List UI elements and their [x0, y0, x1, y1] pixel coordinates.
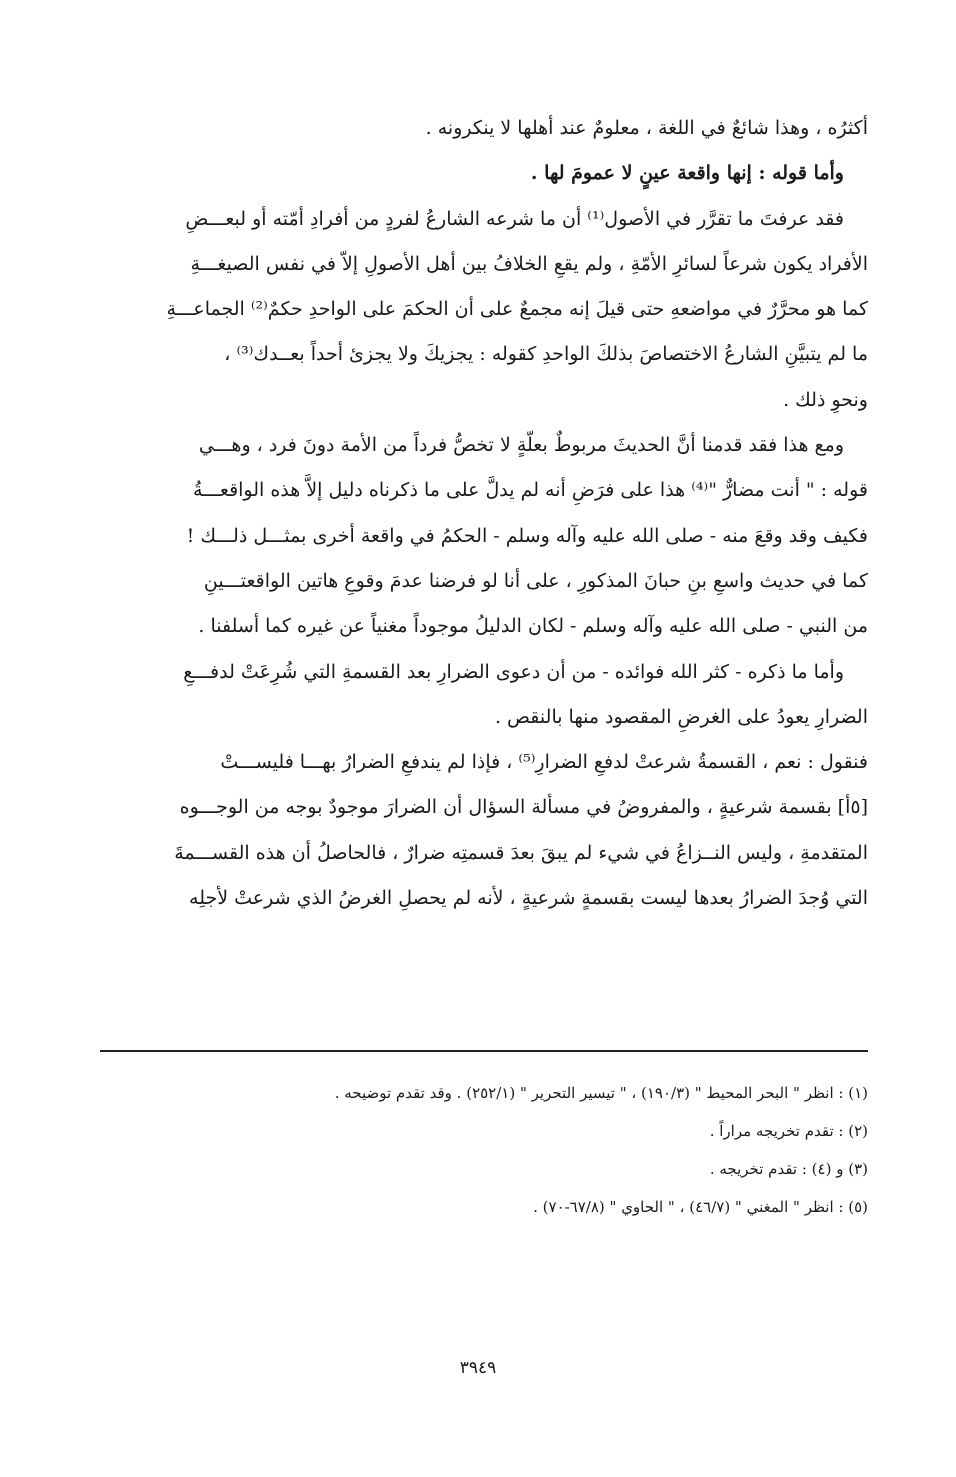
text-line: وأما قوله : إنها واقعة عينٍ لا عمومَ لها . [530, 162, 844, 185]
footnote: (٥) : انظر " المغني " (٤٦/٧) ، " الحاوي " (٦٧/٨-٧٠) . [533, 1198, 868, 1216]
text-line: [٥أ] بقسمة شرعيةٍ ، والمفروضُ في مسألة السؤال أن الضرارَ موجودٌ بوجه من الوجـــوه [179, 796, 868, 819]
text-line: فنقول : نعم ، القسمةُ شرعتْ لدفعِ الضرارِ⁽⁵⁾ ، فإذا لم يندفعِ الضرارُ بهـــا فليســـتْ [220, 751, 868, 774]
footnote-separator [100, 1050, 868, 1052]
main-text [100, 106, 868, 921]
text-line: فكيف وقد وقعَ منه - صلى الله عليه وآله وسلم - الحكمُ في واقعة أخرى بمثـــل ذلـــك ! [186, 524, 868, 547]
text-line: من النبي - صلى الله عليه وآله وسلم - لكان الدليلُ موجوداً مغنياً عن غيره كما أسلفنا . [198, 615, 868, 638]
text-line: ونحوِ ذلك . [783, 388, 868, 411]
text-line: ومع هذا فقد قدمنا أنَّ الحديثَ مربوطٌ بعلّةٍ لا تخصُّ فرداً من الأمة دونَ فرد ، وهـــي [198, 434, 844, 457]
text-line: أكثرُه ، وهذا شائعٌ في اللغة ، معلومٌ عند أهلها لا ينكرونه . [425, 117, 868, 139]
text-line: كما في حديث واسعِ بنِ حبانَ المذكورِ ، على أنا لو فرضنا عدمَ وقوعِ هاتين الواقعتـــينِ [203, 569, 868, 592]
page-number: ٣٩٤٩ [459, 1358, 497, 1378]
text-line: الضرارِ يعودُ على الغرضِ المقصود منها بالنقص . [494, 705, 868, 728]
text-line: قوله : " أنت مضارٌّ "⁽⁴⁾ هذا على فرَضِ أنه لم يدلَّ على ما ذكرناه دليل إلاَّ هذه الواقعـــةُ [193, 479, 868, 502]
footnote: (١) : انظر " البحر المحيط " (١٩٠/٣) ، " تيسير التحرير " (٢٥٢/١) . وقد تقدم توضيحه . [334, 1084, 868, 1102]
text-line: الأفراد يكون شرعاً لسائرِ الأمّةِ ، ولم يقعِ الخلافُ بين أهل الأصولِ إلاّ في نفس الصيغـــةِ [190, 252, 868, 275]
text-line: وأما ما ذكره - كثر الله فوائده - من أن دعوى الضرارِ بعد القسمةِ التي شُرِعَتْ لدفـــعِ [183, 660, 844, 683]
footnote: (٢) : تقدم تخريجه مراراً . [709, 1122, 868, 1140]
text-line: فقد عرفتَ ما تقرَّر في الأصول⁽¹⁾ أن ما شرعه الشارعُ لفردٍ من أفرادِ أمّته أو لبعـــضِ [185, 207, 844, 230]
footnotes [100, 1074, 868, 1226]
text-line: التي وُجدَ الضرارُ بعدها ليست بقسمةٍ شرعيةٍ ، لأنه لم يحصلِ الغرضُ الذي شرعتْ لأجلِه [189, 887, 868, 910]
text-line: كما هو محرَّرٌ في مواضعهِ حتى قيلَ إنه مجمعٌ على أن الحكمَ على الواحدِ حكمٌ⁽²⁾ الجماعـــةِ [166, 298, 868, 321]
footnote: (٣) و (٤) : تقدم تخريجه . [709, 1160, 868, 1178]
text-line: المتقدمةِ ، وليس النــزاعُ في شيء لم يبقَ بعدَ قسمتِه ضرارٌ ، فالحاصلُ أن هذه القســـمةَ [174, 841, 868, 864]
text-line: ما لم يتبيَّنِ الشارعُ الاختصاصَ بذلكَ الواحدِ كقوله : يجزيكَ ولا يجزئ أحداً بعــدك⁽³⁾ ، [224, 343, 868, 366]
